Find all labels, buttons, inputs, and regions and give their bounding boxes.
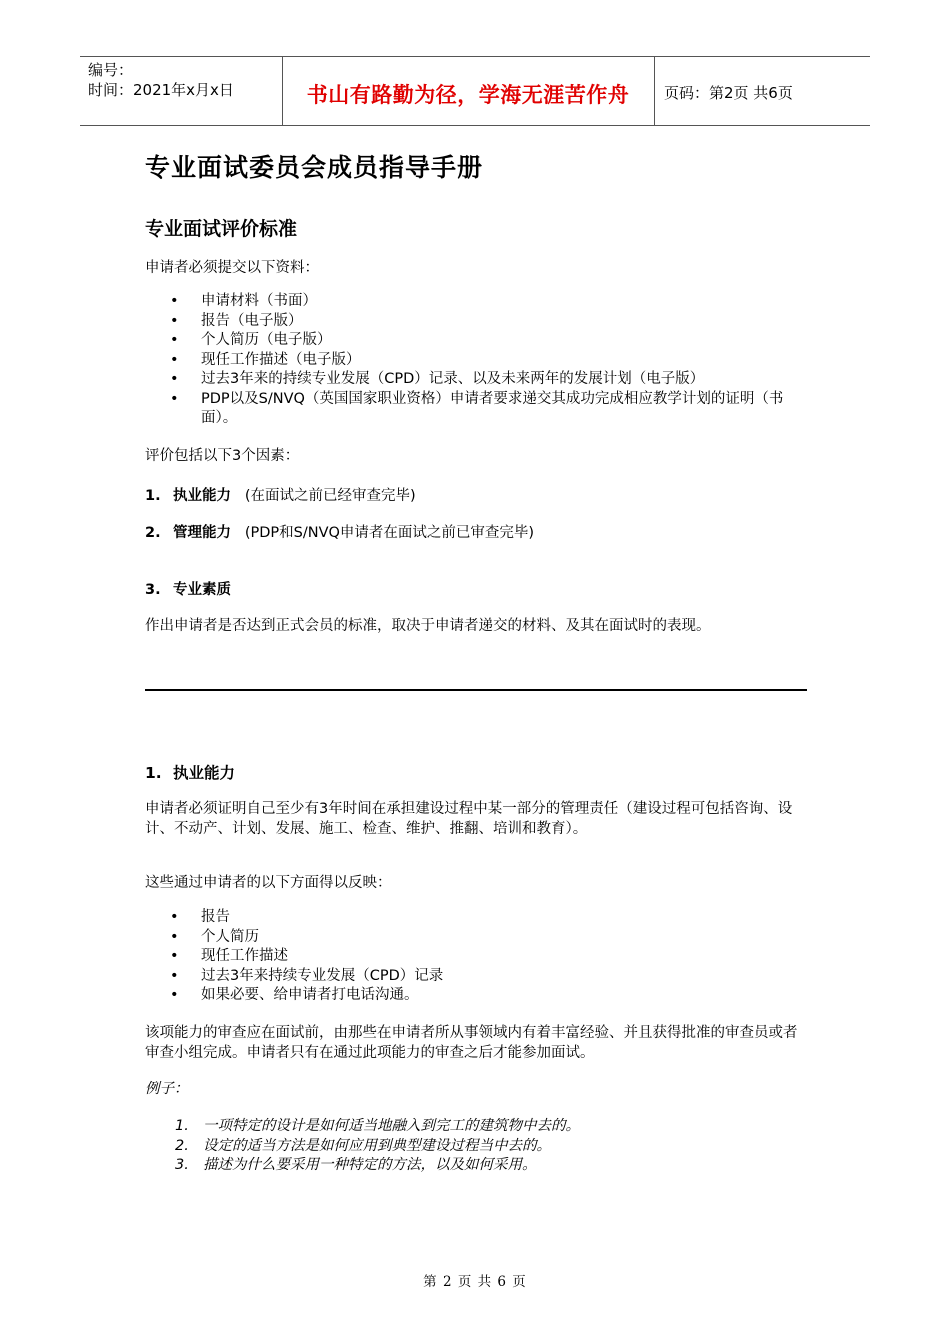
list-item: • 报告（电子版） xyxy=(145,312,810,332)
factor-item xyxy=(145,484,416,505)
intro-text: 申请者必须提交以下资料： xyxy=(145,260,319,276)
list-item: • 个人简历（电子版） xyxy=(145,331,810,351)
list-item: • 如果必要、给申请者打电话沟通。 xyxy=(145,986,810,1006)
factor-number: 3. xyxy=(145,582,161,598)
reflection-list xyxy=(145,908,810,1006)
time-label: 时间：2021年x月x日 xyxy=(88,81,234,99)
example-number: 2. xyxy=(175,1137,189,1154)
list-item: • 现任工作描述 xyxy=(145,947,810,967)
example-item xyxy=(145,1117,810,1137)
section1-para2: 这些通过申请者的以下方面得以反映： xyxy=(145,875,392,891)
section1-title: 执业能力 xyxy=(173,764,236,782)
list-item: • 报告 xyxy=(145,908,810,928)
factors-intro: 评价包括以下3个因素： xyxy=(145,448,300,464)
factor-name: 管理能力 xyxy=(173,525,231,541)
example-text: 描述为什么要采用一种特定的方法，以及如何采用。 xyxy=(203,1157,537,1173)
header-divider xyxy=(654,57,655,125)
list-item: • 个人简历 xyxy=(145,928,810,948)
example-label: 例子： xyxy=(145,1081,189,1097)
section1-number: 1. xyxy=(145,764,162,782)
page-header xyxy=(80,56,870,126)
example-number: 3. xyxy=(175,1157,189,1173)
section-divider xyxy=(145,689,807,691)
list-item: • 现任工作描述（电子版） xyxy=(145,351,810,371)
example-text: 一项特定的设计是如何适当地融入到完工的建筑物中去的。 xyxy=(203,1118,580,1134)
header-page-label: 页码：第2页 共6页 xyxy=(664,84,793,102)
example-number: 1. xyxy=(175,1118,189,1134)
header-motto: 书山有路勤为径，学海无涯苦作舟 xyxy=(306,83,630,107)
section1-heading xyxy=(145,761,235,783)
example-item xyxy=(145,1156,810,1176)
example-list xyxy=(145,1117,810,1176)
factor-name: 专业素质 xyxy=(173,582,231,598)
page-footer: 第 2 页 共 6 页 xyxy=(423,1274,527,1290)
factor-number: 1. xyxy=(145,488,161,504)
factor-item xyxy=(145,578,231,599)
list-item: • PDP以及S/NVQ（英国国家职业资格）申请者要求递交其成功完成相应教学计划的证明（书面）。 xyxy=(145,390,810,429)
section-title: 专业面试评价标准 xyxy=(145,218,298,240)
example-item xyxy=(145,1137,810,1157)
document-title: 专业面试委员会成员指导手册 xyxy=(145,153,484,182)
factor-number: 2. xyxy=(145,525,161,541)
factor-name: 执业能力 xyxy=(173,488,231,504)
section1-para3: 该项能力的审查应在面试前，由那些在申请者所从事领域内有着丰富经验、并且获得批准的审查员或者审查小组完成。申请者只有在通过此项能力的审查之后才能参加面试。 xyxy=(145,1025,798,1061)
standard-text: 作出申请者是否达到正式会员的标准，取决于申请者递交的材料、及其在面试时的表现。 xyxy=(145,618,711,634)
list-item: • 过去3年来持续专业发展（CPD）记录 xyxy=(145,967,810,987)
number-label: 编号： xyxy=(88,61,134,79)
factor-note: (PDP和S/NVQ申请者在面试之前已审查完毕) xyxy=(244,525,535,541)
list-item: • 申请材料（书面） xyxy=(145,292,810,312)
section1-para1: 申请者必须证明自己至少有3年时间在承担建设过程中某一部分的管理责任（建设过程可包括咨询、设计、不动产、计划、发展、施工、检查、维护、推翻、培训和教育）。 xyxy=(145,801,793,837)
list-item: • 过去3年来的持续专业发展（CPD）记录、以及未来两年的发展计划（电子版） xyxy=(145,370,810,390)
factor-note: (在面试之前已经审查完毕) xyxy=(244,488,416,504)
example-text: 设定的适当方法是如何应用到典型建设过程当中去的。 xyxy=(203,1137,551,1154)
factor-item xyxy=(145,521,534,542)
header-meta xyxy=(88,60,234,100)
materials-list xyxy=(145,292,810,429)
